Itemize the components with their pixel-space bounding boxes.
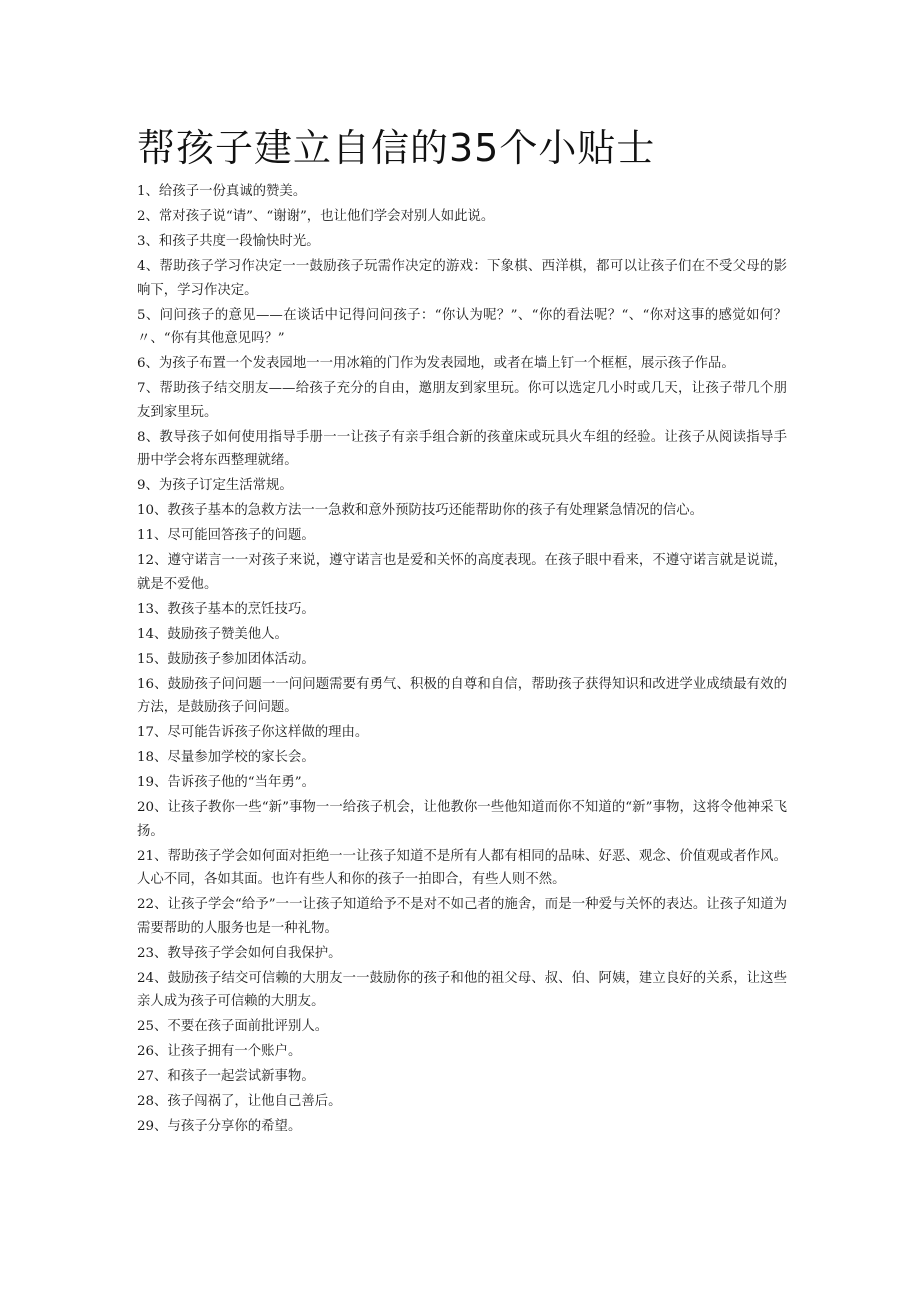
tip-item: 7、帮助孩子结交朋友——给孩子充分的自由，邀朋友到家里玩。你可以选定几小时或几天，让孩子带几个朋友到家里玩。 bbox=[137, 381, 787, 420]
tip-item: 17、尽可能告诉孩子你这样做的理由。 bbox=[137, 725, 369, 740]
tip-item: 13、教孩子基本的烹饪技巧。 bbox=[137, 601, 315, 617]
tip-item: 19、告诉孩子他的“当年勇”。 bbox=[137, 775, 316, 790]
tip-item: 10、教孩子基本的急救方法一一急救和意外预防技巧还能帮助你的孩子有处理紧急情况的信心。 bbox=[137, 503, 704, 518]
tip-item: 15、鼓励孩子参加团体活动。 bbox=[137, 651, 315, 667]
tip-item: 16、鼓励孩子问问题一一问问题需要有勇气、积极的自尊和自信，帮助孩子获得知识和改进学业成绩最有效的方法，是鼓励孩子问问题。 bbox=[137, 676, 787, 715]
tip-item: 22、让孩子学会“给予”一一让孩子知道给予不是对不如己者的施舍，而是一种爱与关怀的表达。让孩子知道为需要帮助的人服务也是一种礼物。 bbox=[137, 897, 787, 936]
tip-item: 27、和孩子一起尝试新事物。 bbox=[137, 1069, 315, 1084]
tip-item: 5、问问孩子的意见——在谈话中记得问问孩子：“你认为呢？”、“你的看法呢？“、“你对这事的感觉如何？〃、“你有其他意见吗？” bbox=[137, 307, 787, 346]
tip-item: 2、常对孩子说“请”、“谢谢”，也让他们学会对别人如此说。 bbox=[137, 209, 495, 224]
tip-item: 1、给孩子一份真诚的赞美。 bbox=[137, 184, 307, 199]
tip-item: 26、让孩子拥有一个账户。 bbox=[137, 1044, 302, 1059]
tip-item: 4、帮助孩子学习作决定一一鼓励孩子玩需作决定的游戏：下象棋、西洋棋，都可以让孩子们在不受父母的影响下，学习作决定。 bbox=[137, 259, 787, 298]
tip-item: 6、为孩子布置一个发表园地一一用冰箱的门作为发表园地，或者在墙上钉一个框框，展示孩子作品。 bbox=[137, 356, 735, 371]
tip-item: 24、鼓励孩子结交可信赖的大朋友一一鼓励你的孩子和他的祖父母、叔、伯、阿姨，建立良好的关系，让这些亲人成为孩子可信赖的大朋友。 bbox=[137, 970, 787, 1009]
tip-item: 20、让孩子教你一些“新”事物一一给孩子机会，让他教你一些他知道而你不知道的“新”事物，这将令他神采飞扬。 bbox=[137, 800, 787, 839]
tip-item: 21、帮助孩子学会如何面对拒绝一一让孩子知道不是所有人都有相同的品味、好恶、观念、价值观或者作风。人心不同，各如其面。也许有些人和你的孩子一拍即合，有些人则不然。 bbox=[137, 848, 787, 887]
tip-item: 23、教导孩子学会如何自我保护。 bbox=[137, 945, 342, 961]
tip-item: 11、尽可能回答孩子的问题。 bbox=[137, 528, 315, 543]
tip-item: 14、鼓励孩子赞美他人。 bbox=[137, 626, 288, 642]
tip-item: 9、为孩子订定生活常规。 bbox=[137, 478, 293, 493]
tip-item: 25、不要在孩子面前批评别人。 bbox=[137, 1019, 329, 1034]
tip-item: 18、尽量参加学校的家长会。 bbox=[137, 750, 315, 765]
document-title: 帮孩子建立自信的35个小贴士 bbox=[137, 126, 656, 170]
tip-item: 28、孩子闯祸了，让他自己善后。 bbox=[137, 1094, 342, 1109]
tip-item: 8、教导孩子如何使用指导手册一一让孩子有亲手组合新的孩童床或玩具火车组的经验。让孩子从阅读指导手册中学会将东西整理就绪。 bbox=[137, 429, 787, 468]
tip-item: 29、与孩子分享你的希望。 bbox=[137, 1119, 302, 1134]
tip-item: 3、和孩子共度一段愉快时光。 bbox=[137, 234, 320, 249]
tip-item: 12、遵守诺言一一对孩子来说，遵守诺言也是爱和关怀的高度表现。在孩子眼中看来，不遵守诺言就是说谎，就是不爱他。 bbox=[137, 553, 787, 592]
document-page bbox=[137, 118, 787, 1140]
tips-list bbox=[137, 180, 787, 1139]
